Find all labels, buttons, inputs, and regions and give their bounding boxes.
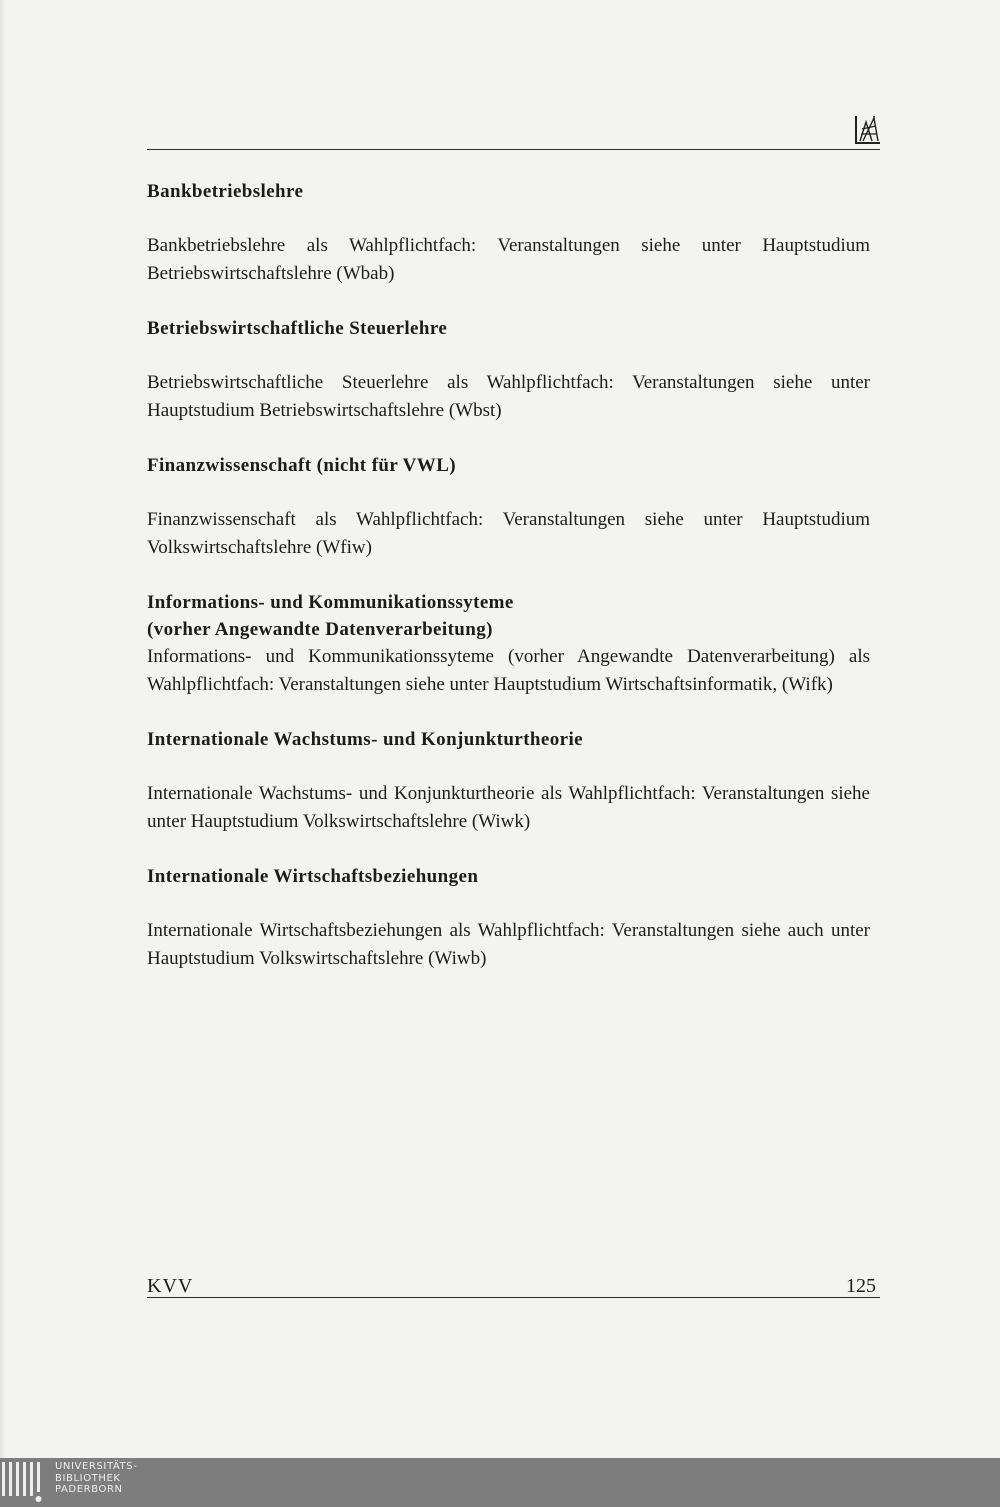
footer-label: KVV bbox=[147, 1275, 194, 1297]
section-wachstumstheorie bbox=[147, 726, 870, 836]
footer-rule bbox=[147, 1297, 880, 1298]
section-body: Bankbetriebslehre als Wahlpflichtfach: Veranstaltungen siehe unter Hauptstudium Betriebswirtschaftslehre (Wbab) bbox=[147, 235, 870, 284]
section-body: Betriebswirtschaftliche Steuerlehre als Wahlpflichtfach: Veranstaltungen siehe unter Hauptstudium Betriebswirtschaftslehre (Wbst) bbox=[147, 372, 870, 421]
page-content bbox=[147, 178, 870, 1000]
page-edge bbox=[0, 0, 6, 1458]
section-body: Internationale Wachstums- und Konjunkturtheorie als Wahlpflichtfach: Veranstaltungen siehe unter Hauptstudium Volkswirtschaftslehre (Wiwk) bbox=[147, 783, 870, 832]
section-title: Finanzwissenschaft (nicht für VWL) bbox=[147, 455, 456, 476]
section-body: Finanzwissenschaft als Wahlpflichtfach: Veranstaltungen siehe unter Hauptstudium Volkswirtschaftslehre (Wfiw) bbox=[147, 509, 870, 558]
section-body: Informations- und Kommunikationssyteme (vorher Angewandte Datenverarbeitung) als Wahlpflichtfach: Veranstaltungen siehe unter Hauptstudium Wirtschaftsinformatik, (Wifk) bbox=[147, 646, 870, 695]
section-bankbetriebslehre bbox=[147, 178, 870, 288]
header-rule bbox=[147, 149, 880, 150]
section-title: Internationale Wachstums- und Konjunkturtheorie bbox=[147, 729, 583, 750]
section-body: Internationale Wirtschaftsbeziehungen als Wahlpflichtfach: Veranstaltungen siehe auch unter Hauptstudium Volkswirtschaftslehre (Wiwb) bbox=[147, 920, 870, 969]
library-name-line3: PADERBORN bbox=[55, 1484, 123, 1495]
section-steuerlehre bbox=[147, 315, 870, 425]
library-name-line1: UNIVERSITÄTS- bbox=[55, 1461, 138, 1472]
section-title: Bankbetriebslehre bbox=[147, 181, 304, 202]
page-number: 125 bbox=[846, 1275, 876, 1297]
library-stamp-bar bbox=[0, 1458, 1000, 1507]
section-title: Betriebswirtschaftliche Steuerlehre bbox=[147, 318, 448, 339]
university-logo-icon bbox=[852, 112, 882, 146]
section-wirtschaftsbeziehungen bbox=[147, 863, 870, 973]
library-name-line2: BIBLIOTHEK bbox=[55, 1472, 121, 1484]
section-informationssysteme bbox=[147, 589, 870, 699]
section-finanzwissenschaft bbox=[147, 452, 870, 562]
library-logo-icon bbox=[2, 1462, 46, 1504]
section-title-line2: (vorher Angewandte Datenverarbeitung) bbox=[147, 619, 493, 640]
section-title: Internationale Wirtschaftsbeziehungen bbox=[147, 866, 479, 887]
library-name bbox=[55, 1461, 137, 1496]
section-title-line1: Informations- und Kommunikationssyteme bbox=[147, 592, 514, 613]
